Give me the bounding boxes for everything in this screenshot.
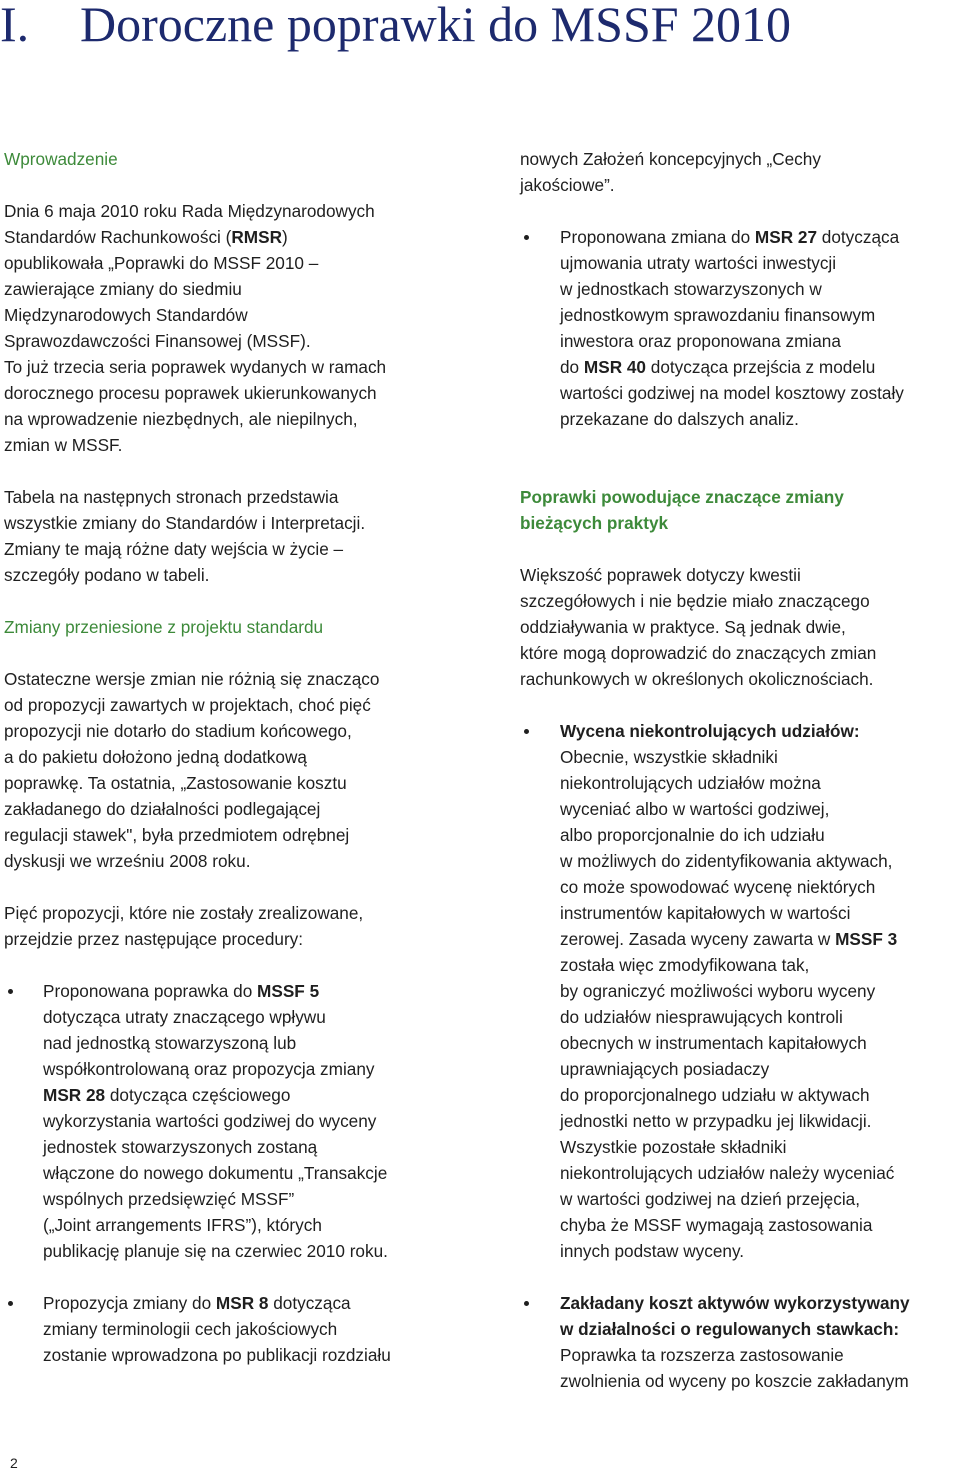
page-number: 2 xyxy=(10,1455,18,1471)
bullet-dot-icon xyxy=(8,989,13,994)
proposals-paragraph: Pięć propozycji, które nie zostały zrealizowane, przejdzie przez następujące procedury: xyxy=(4,903,364,949)
left-column xyxy=(4,146,454,1368)
section-heading: Zmiany przeniesione z projektu standardu xyxy=(4,617,324,637)
title-text: Doroczne poprawki do MSSF 2010 xyxy=(80,0,792,52)
bullet-dot-icon xyxy=(8,1301,13,1306)
list-item: Proponowana zmiana do MSR 27 dotycząca ujmowania utraty wartości inwestycji w jednostkach stowarzyszonych w jednostkowym sprawozdaniu finansowym inwestora oraz proponowana zmiana do MSR 40 dotycząca przejścia z modelu wartości godziwej na model kosztowy zostały przekazane do dalszych analiz. xyxy=(520,224,960,432)
practice-heading: Poprawki powodujące znaczące zmiany bieżących praktyk xyxy=(520,487,844,533)
intro-paragraph: Dnia 6 maja 2010 roku Rada Międzynarodowych Standardów Rachunkowości (RMSR) opublikowała „Poprawki do MSSF 2010 – zawierające zmiany do siedmiu Międzynarodowych Standardów Sprawozdawczości Finansowej (MSSF). To już trzecia seria poprawek wydanych w ramach dorocznego procesu poprawek ukierunkowanych na wprowadzenie niezbędnych, ale niepilnych, zmian w MSSF. xyxy=(4,201,387,455)
continued-paragraph: nowych Założeń koncepcyjnych „Cechy jakościowe”. xyxy=(520,149,821,195)
section-paragraph: Ostateczne wersje zmian nie różnią się znacząco od propozycji zawartych w projektach, choć pięć propozycji nie dotarło do stadium końcowego, a do pakietu dołożono jedną dodatkową poprawkę. Ta ostatnia, „Zastosowanie kosztu zakładanego do działalności podlegającej regulacji stawek", była przedmiotem odrębnej dyskusji we wrześniu 2008 roku. xyxy=(4,669,380,871)
bullet-dot-icon xyxy=(524,1301,529,1306)
bullet-dot-icon xyxy=(524,235,529,240)
list-item: Zakładany koszt aktywów wykorzystywany w działalności o regulowanych stawkach: Poprawka ta rozszerza zastosowanie zwolnienia od wyceny po koszcie zakładanym xyxy=(520,1290,960,1394)
practice-paragraph: Większość poprawek dotyczy kwestii szczegółowych i nie będzie miało znaczącego oddziaływania w praktyce. Są jednak dwie, które mogą doprowadzić do znaczących zmian rachunkowych w określonych okolicznościach. xyxy=(520,565,877,689)
table-note-paragraph: Tabela na następnych stronach przedstawia wszystkie zmiany do Standardów i Interpretacji. Zmiany te mają różne daty wejścia w życie – szczegóły podano w tabeli. xyxy=(4,487,366,585)
proposals-list-continued xyxy=(520,224,960,432)
list-item: Proponowana poprawka do MSSF 5 dotycząca utraty znaczącego wpływu nad jednostką stowarzyszoną lub współkontrolowaną oraz propozycja zmiany MSR 28 dotycząca częściowego wykorzystania wartości godziwej do wyceny jednostek stowarzyszonych zostaną włączone do nowego dokumentu „Transakcje wspólnych przedsięwzięć MSSF” („Joint arrangements IFRS”), których publikację planuje się na czerwiec 2010 roku. xyxy=(4,978,454,1264)
practice-list xyxy=(520,718,960,1394)
list-item: Wycena niekontrolujących udziałów: Obecnie, wszystkie składniki niekontrolujących udziałów można wyceniać albo w wartości godziwej, albo proporcjonalnie do ich udziału w możliwych do zidentyfikowania aktywach, co może spowodować wycenę niektórych instrumentów kapitałowych w wartości zerowej. Zasada wyceny zawarta w MSSF 3 została więc zmodyfikowana tak, by ograniczyć możliwości wyboru wyceny do udziałów niesprawujących kontroli obecnych w instrumentach kapitałowych uprawniających posiadaczy do proporcjonalnego udziału w aktywach jednostki netto w przypadku jej likwidacji. Wszystkie pozostałe składniki niekontrolujących udziałów należy wyceniać w wartości godziwej na dzień przejęcia, chyba że MSSF wymagają zastosowania innych podstaw wyceny. xyxy=(520,718,960,1264)
page-title xyxy=(0,0,791,54)
intro-heading: Wprowadzenie xyxy=(4,149,118,169)
list-item: Propozycja zmiany do MSR 8 dotycząca zmiany terminologii cech jakościowych zostanie wprowadzona po publikacji rozdziału xyxy=(4,1290,454,1368)
right-column xyxy=(520,146,960,1394)
proposals-list xyxy=(4,978,454,1368)
bullet-dot-icon xyxy=(524,729,529,734)
title-number: I. xyxy=(0,0,30,52)
